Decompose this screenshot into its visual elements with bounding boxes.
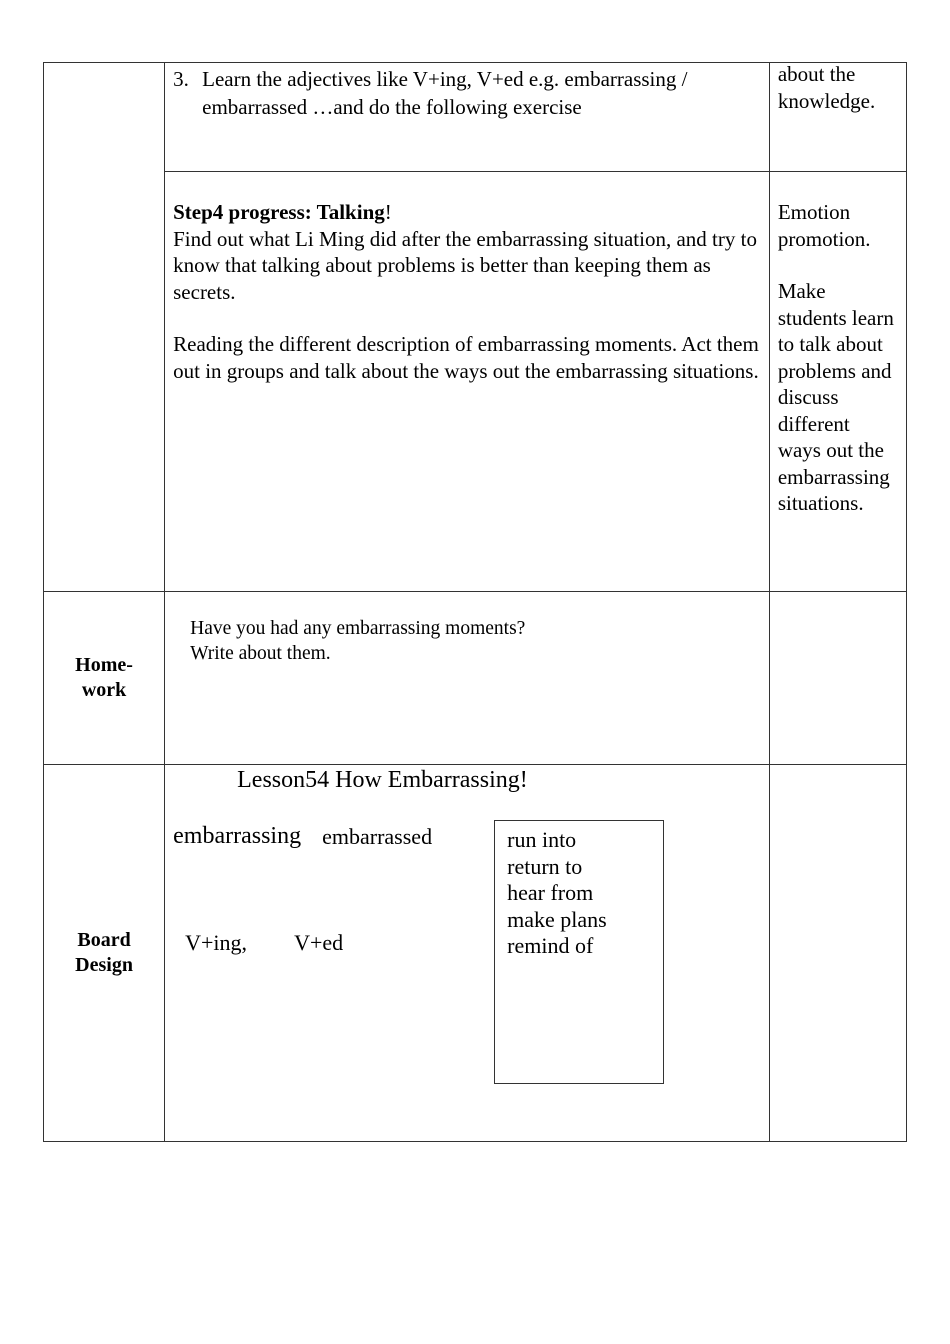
row-label-line: Design <box>75 954 133 976</box>
list-item-text: Learn the adjectives like V+ing, V+ed e.g. embarrassing / embarrassed …and do the following exercise <box>202 67 688 119</box>
activity-cell <box>165 172 770 592</box>
board-design-cell <box>165 765 770 1142</box>
list-item <box>165 63 769 121</box>
purpose-cell <box>769 172 906 592</box>
phrase-item: remind of <box>507 933 594 958</box>
step-paragraph: Reading the different description of embarrassing moments. Act them out in groups and talk about the ways out the embarrassing situations. <box>173 332 759 383</box>
label-cell-empty <box>44 63 165 592</box>
purpose-note: Emotion promotion. <box>777 200 871 251</box>
phrase-item: return to <box>507 853 583 879</box>
table-row <box>44 172 907 592</box>
row-label-line: work <box>81 679 127 701</box>
board-form-ing: V+ing, <box>185 930 248 955</box>
homework-line: Have you had any embarrassing moments? <box>190 618 526 639</box>
row-label-homework <box>44 592 165 765</box>
purpose-cell-empty <box>769 765 906 1142</box>
lesson-plan-table <box>43 62 907 1142</box>
step-title: Step4 progress: Talking <box>173 200 385 224</box>
phrase-item: make plans <box>507 906 607 932</box>
purpose-note: Make students learn to talk about problems and discuss different ways out the embarrassing situations. <box>777 279 894 515</box>
board-design <box>165 765 769 1141</box>
step-title-suffix: ! <box>384 200 392 224</box>
table-row <box>44 765 907 1142</box>
activity-cell <box>165 63 770 172</box>
row-label-board-design <box>44 765 165 1142</box>
board-word-ing: embarrassing <box>173 823 302 849</box>
table-row <box>44 592 907 765</box>
step-paragraph: Find out what Li Ming did after the embarrassing situation, and try to know that talking about problems is better than keeping them as secrets. <box>173 226 757 304</box>
row-label-line: Home- <box>75 654 133 676</box>
phrase-item: hear from <box>507 880 594 905</box>
step4-block <box>165 172 769 384</box>
homework-text <box>165 592 769 666</box>
board-word-ed: embarrassed <box>322 824 433 849</box>
purpose-note: about the knowledge. <box>777 62 876 113</box>
board-form-ed: V+ed <box>294 930 344 955</box>
phrase-item: run into <box>507 827 577 852</box>
lesson-title: Lesson54 How Embarrassing! <box>237 767 528 793</box>
purpose-cell <box>769 63 906 172</box>
homework-cell <box>165 592 770 765</box>
list-item-number: 3. <box>173 67 189 91</box>
phrase-box <box>494 820 664 1084</box>
table-row <box>44 63 907 172</box>
row-label-line: Board <box>77 929 131 951</box>
purpose-cell-empty <box>769 592 906 765</box>
homework-line: Write about them. <box>190 643 331 664</box>
